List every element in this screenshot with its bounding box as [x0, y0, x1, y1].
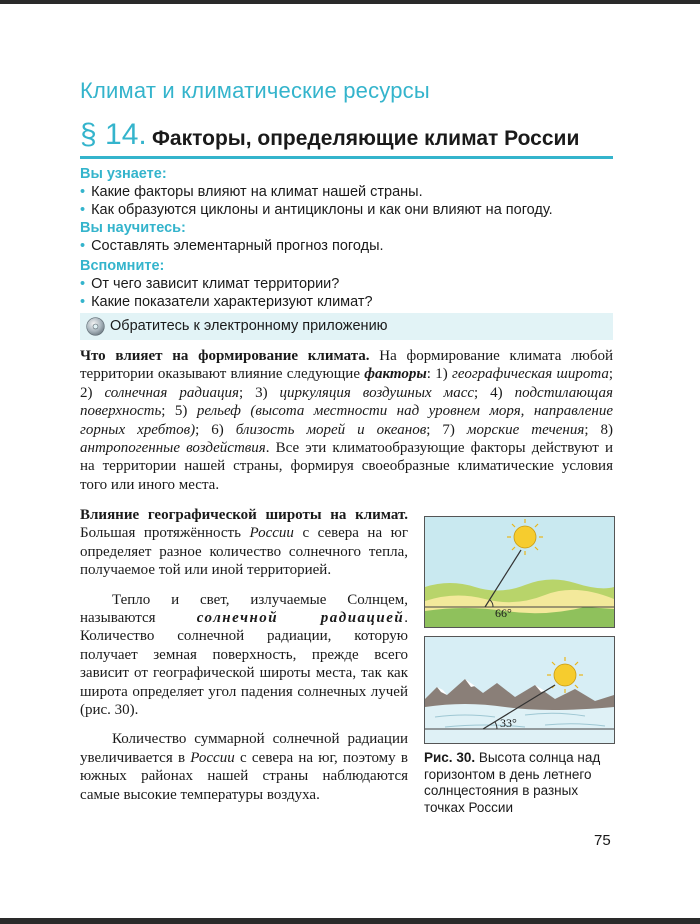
text: ; 2) — [80, 366, 614, 401]
text: ; 7) — [426, 421, 467, 438]
bullet-icon: • — [80, 294, 86, 310]
text: ; 5) — [161, 403, 197, 420]
angle-33-label: 33° — [500, 716, 517, 730]
figure-sun-66 — [424, 516, 615, 628]
recall-item-1: От чего зависит климат территории? — [91, 276, 340, 292]
text: Большая протяжённость — [80, 525, 250, 542]
list-item — [80, 293, 373, 311]
bottom-border — [0, 918, 700, 924]
learn-heading: Вы узнаете: — [80, 166, 167, 182]
electronic-supplement-text: Обратитесь к электронному приложению — [110, 318, 388, 334]
text: : 1) — [426, 366, 453, 383]
latitude-heading: Влияние географической широты на климат. — [80, 507, 408, 523]
intro-heading: Что влияет на формирование климата. — [80, 348, 370, 364]
sun-angle-66-illustration — [425, 517, 614, 627]
top-border — [0, 0, 700, 4]
angle-66-label: 66° — [495, 606, 512, 620]
paragraph-title: Факторы, определяющие климат России — [152, 127, 580, 150]
factor-3: циркуляция воздушных масс — [279, 384, 475, 401]
factor-1: географическая широта — [452, 366, 609, 383]
skills-heading: Вы научитесь: — [80, 220, 186, 236]
bullet-icon: • — [80, 238, 86, 254]
factor-8: антропогенные воздействия — [80, 440, 266, 457]
skills-block — [80, 219, 384, 255]
latitude-paragraph — [80, 506, 408, 580]
text: ; 4) — [474, 384, 515, 401]
list-item — [80, 201, 553, 219]
paragraph-number: § 14. — [80, 118, 147, 151]
learn-block — [80, 165, 553, 219]
text: ; 6) — [195, 421, 236, 438]
list-item — [80, 275, 373, 293]
text: ; 3) — [238, 384, 280, 401]
section-title: Климат и климатические ресурсы — [80, 78, 430, 103]
text: Тепло и свет, излучаемые Солнцем, называются — [80, 591, 408, 627]
text: с севера на юг определяет разное количество солнечного тепла, получаемое той или иной территорией. — [80, 525, 408, 579]
bullet-icon: • — [80, 184, 86, 200]
learn-item-1: Какие факторы влияют на климат нашей страны. — [91, 184, 423, 200]
caption-label: Рис. 30. — [424, 750, 476, 765]
learn-item-2: Как образуются циклоны и антициклоны и как они влияют на погоду. — [91, 202, 553, 218]
text: Количество суммарной солнечной радиации увеличивается в — [80, 731, 408, 766]
factor-5: рельеф (высота местности над уровнем моря, направление горных хребтов) — [80, 403, 613, 438]
russia-word: России — [249, 525, 294, 542]
list-item — [80, 237, 384, 255]
left-column — [80, 506, 408, 804]
text: На формирование климата любой территории оказывают влияние следующие — [80, 348, 613, 383]
intro-paragraph — [80, 347, 613, 494]
page-number: 75 — [594, 832, 611, 849]
text: . Все эти климатообразующие факторы действуют и на территории нашей страны, формируя своеобразные климатические условия того или иного места. — [80, 440, 614, 493]
list-item — [80, 183, 553, 201]
skills-item-1: Составлять элементарный прогноз погоды. — [91, 238, 384, 254]
electronic-supplement-link[interactable] — [80, 313, 613, 340]
figure-caption — [424, 750, 613, 816]
figure-sun-33 — [424, 636, 615, 744]
recall-block — [80, 257, 373, 311]
factor-2: солнечная радиация — [104, 384, 239, 401]
term-solar-radiation: солнечной радиацией — [196, 610, 405, 627]
caption-text: Высота солнца над горизонтом в день летнего солнцестояния в разных точках России — [424, 750, 601, 815]
total-radiation-paragraph — [80, 730, 408, 804]
radiation-paragraph — [80, 591, 408, 720]
text: ; 8) — [584, 421, 613, 438]
factor-4: подстилающая поверхность — [80, 384, 614, 420]
recall-item-2: Какие показатели характеризуют климат? — [91, 294, 373, 310]
bullet-icon: • — [80, 202, 86, 218]
factor-7: морские течения — [466, 421, 585, 438]
sun-angle-33-illustration — [425, 637, 614, 743]
factor-6: близость морей и океанов — [235, 421, 427, 438]
text: . Количество солнечной радиации, которую получает земная поверхность, прежде всего зависит от географической широты места, так как широта определяет угол падения солнечных лучей (рис. 30). — [80, 610, 408, 719]
text: с севера на юг, поэтому в южных районах нашей страны наблюдаются самые высокие температуры воздуха. — [80, 749, 408, 803]
bullet-icon: • — [80, 276, 86, 292]
russia-word: России — [190, 749, 235, 766]
paragraph-header — [80, 116, 613, 159]
disc-icon — [86, 317, 105, 336]
term-factors: факторы — [364, 366, 427, 383]
recall-heading: Вспомните: — [80, 258, 165, 274]
